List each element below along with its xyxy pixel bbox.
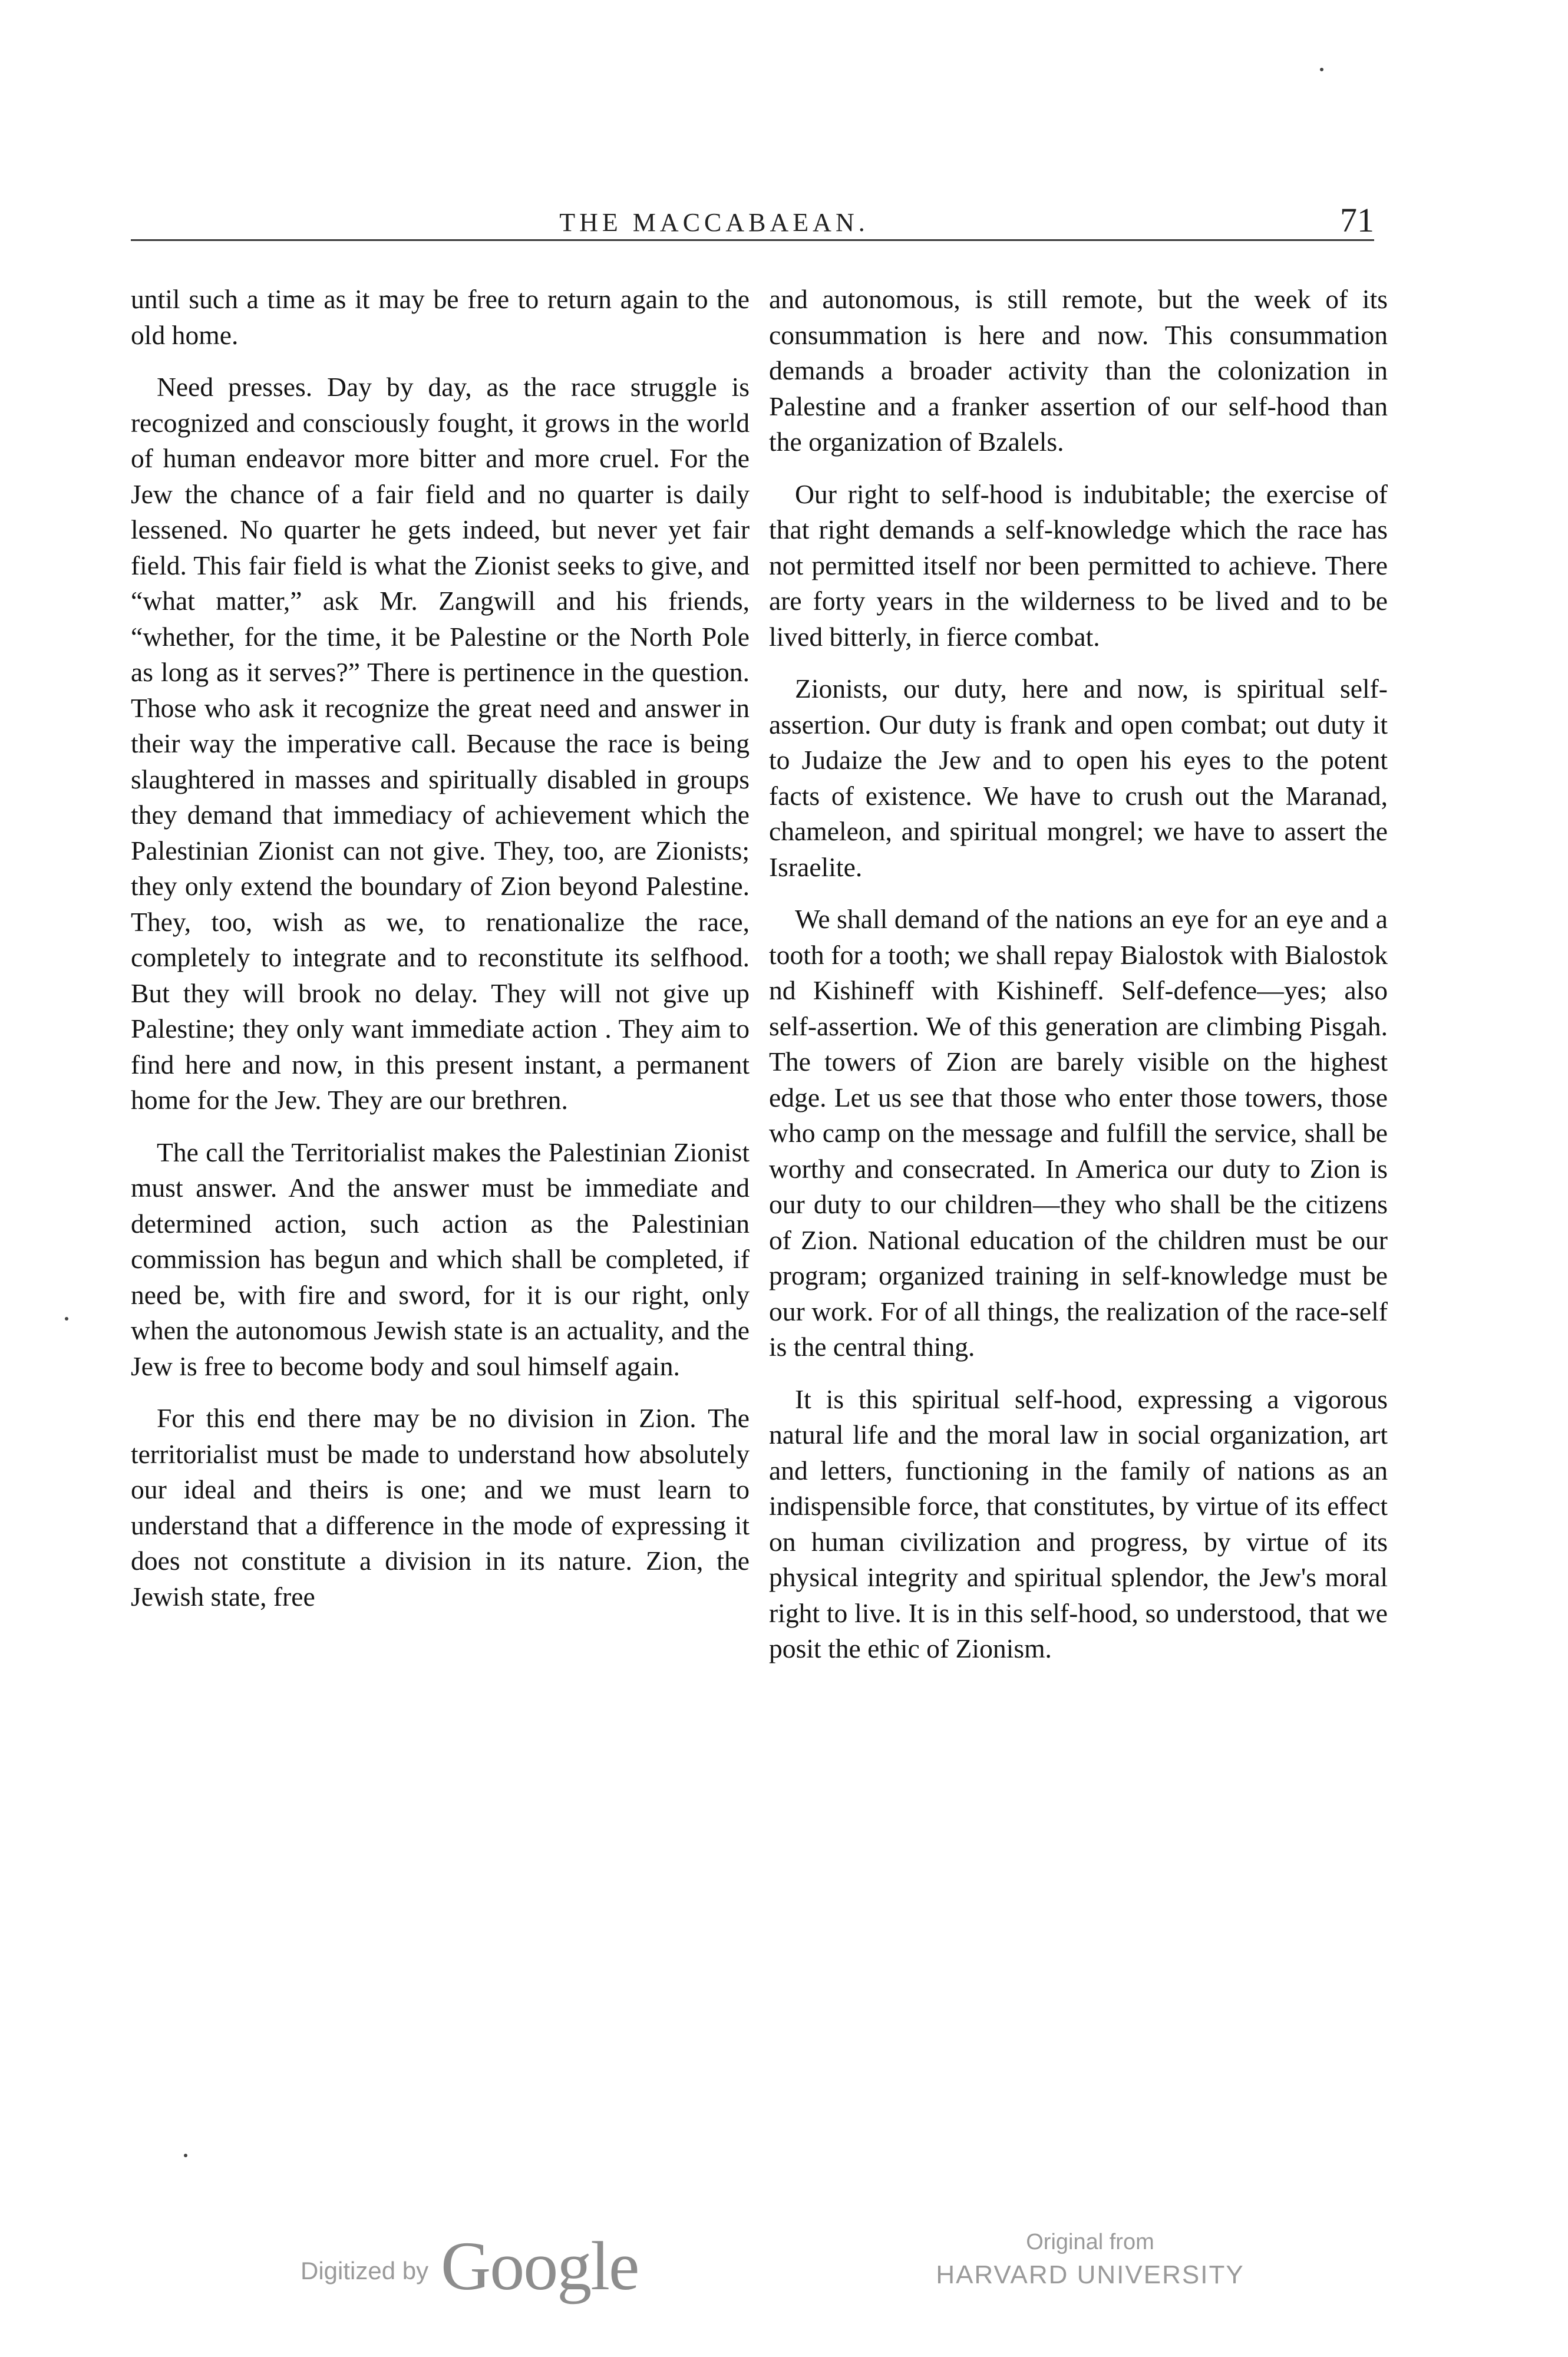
paragraph: It is this spiritual self-hood, expressing a vigorous natural life and the moral law in social organization, art and letters, functioning in the family of nations as an indispensible force, that constitutes, by virtue of its effect on human civilization and progress, by virtue of its physical integrity and spiritual splendor, the Jew's moral right to live. It is in this self-hood, so understood, that we posit the ethic of Zionism. [769, 1384, 1388, 1663]
paragraph: and autonomous, is still remote, but the week of its consummation is here and now. This consummation demands a broader activity than the colonization in Palestine and a franker assertion of our self-hood than the organization of Bzalels. [769, 284, 1388, 457]
page-number: 71 [1340, 201, 1374, 239]
header-rule [131, 239, 1374, 241]
scan-speck [1320, 68, 1323, 71]
running-title: THE MACCABAEAN. [559, 208, 869, 237]
scan-speck [184, 2154, 187, 2157]
digitized-by-label: Digitized by [301, 2257, 429, 2285]
paragraph: The call the Territorialist makes the Palestinian Zionist must answer. And the answer must be immediate and determined action, such action as the Palestinian commission has begun and which shall be completed, if need be, with fire and sword, for it is our right, only when the autonomous Jewish state is an actuality, and the Jew is free to become body and soul himself again. [131, 1137, 750, 1381]
paragraph: For this end there may be no division in Zion. The territorialist must be made to understand how absolutely our ideal and theirs is one; and we must learn to understand that a difference in the mode of expressing it does not constitute a division in its nature. Zion, the Jewish state, free [131, 1403, 750, 1612]
paragraph: Need presses. Day by day, as the race struggle is recognized and consciously fought, it grows in the world of human endeavor more bitter and more cruel. For the Jew the chance of a fair field and no quarter is daily lessened. No quarter he gets indeed, but never yet fair field. This fair field is what the Zionist seeks to give, and “what matter,” ask Mr. Zangwill and his friends, “whether, for the time, it be Palestine or the North Pole as long as it serves?” There is pertinence in the question. Those who ask it recognize the great need and answer in their way the imperative call. Because the race is being slaughtered in masses and spiritually disabled in groups they demand that immediacy of achievement which the Palestinian Zionist can not give. They, too, are Zionists; they only extend the boundary of Zion beyond Palestine. They, too, wish as we, to renationalize the race, completely to integrate and to reconstitute its selfhood. But they will brook no delay. They will not give up Palestine; they only want immediate action . They aim to find here and now, in this present instant, a permanent home for the Jew. They are our brethren. [131, 372, 750, 1115]
paragraph: Our right to self-hood is indubitable; the exercise of that right demands a self-knowledge which the race has not permitted itself nor been permitted to achieve. There are forty years in the wilderness to be lived and to be lived bitterly, in fierce combat. [769, 478, 1388, 652]
page-footer [0, 2221, 1568, 2316]
google-logo: Google [441, 2227, 639, 2305]
paragraph: until such a time as it may be free to return again to the old home. [131, 284, 750, 350]
paragraph: We shall demand of the nations an eye for an eye and a tooth for a tooth; we shall repay Bialostok with Bialostok nd Kishineff with Kishineff. Self-defence—yes; also self-assertion. We of this generation are climbing Pisgah. The towers of Zion are barely visible on the highest edge. Let us see that those who enter those towers, those who camp on the message and fulfill the service, shall be worthy and consecrated. In America our duty to Zion is our duty to our children—they who shall be the citizens of Zion. National education of the children must be our program; organized training in self-knowledge must be our work. For of all things, the realization of the race-self is the central thing. [769, 904, 1388, 1362]
page-header [131, 200, 1374, 242]
institution-name: HARVARD UNIVERSITY [936, 2260, 1245, 2289]
original-from-label: Original from [1026, 2230, 1154, 2254]
scan-speck [65, 1317, 68, 1321]
right-column [769, 282, 1388, 1683]
left-column [131, 282, 750, 1631]
paragraph: Zionists, our duty, here and now, is spiritual self-assertion. Our duty is frank and open combat; out duty it to Judaize the Jew and to open his eyes to the potent facts of existence. We have to crush out the Maranad, chameleon, and spiritual mongrel; we have to assert the Israelite. [769, 674, 1388, 882]
